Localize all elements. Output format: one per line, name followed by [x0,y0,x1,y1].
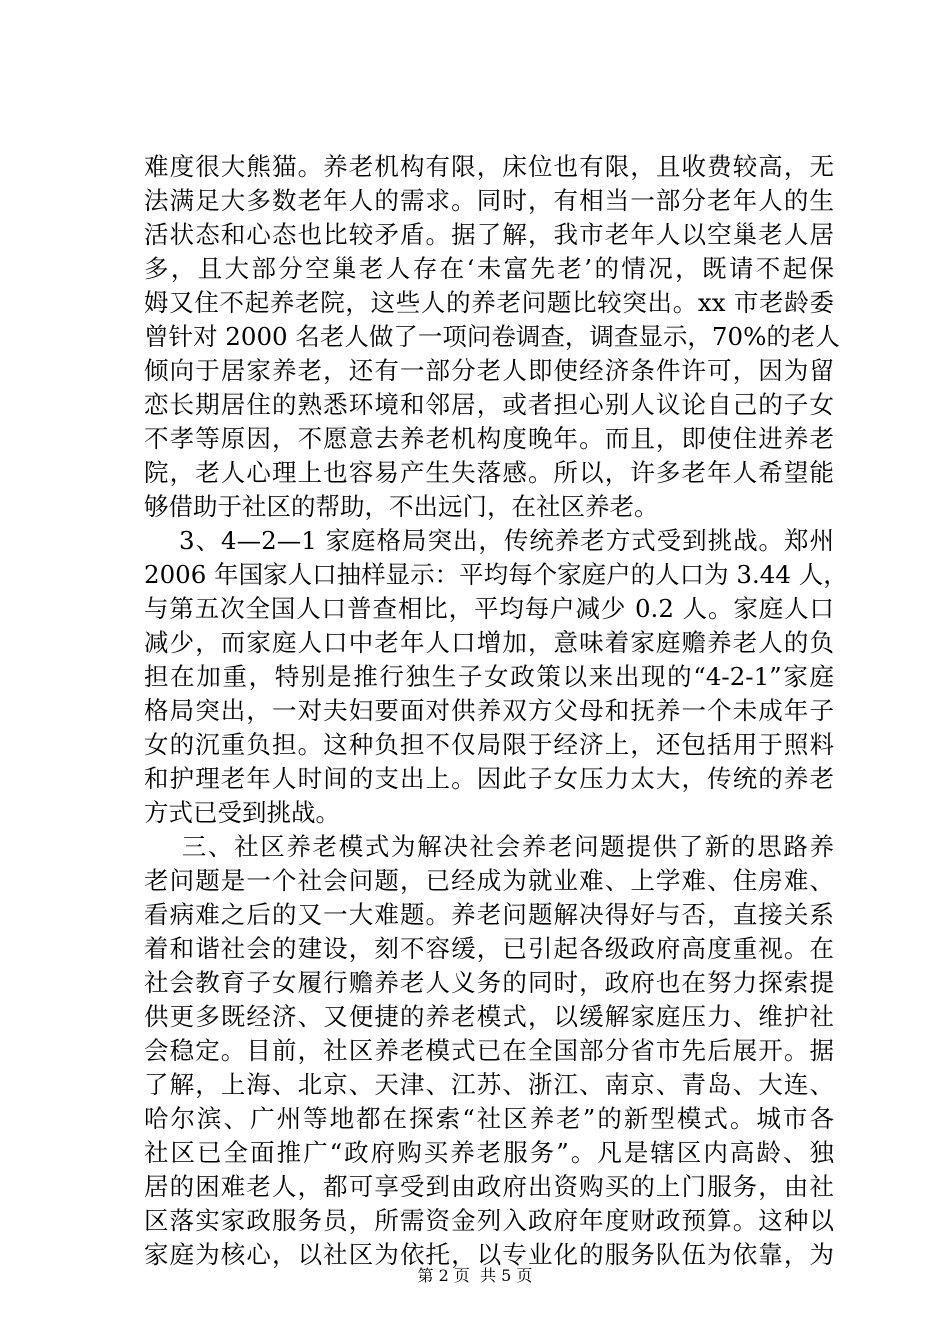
text-line: 着和谐社会的建设，刻不容缓，已引起各级政府高度重视。在 [144,934,834,963]
text-line: 减少，而家庭人口中老年人口增加，意味着家庭赡养老人的负 [144,628,834,657]
text-line: 多，且大部分空巢老人存在‘未富先老’的情况，既请不起保 [144,254,834,283]
text-line: 不孝等原因，不愿意去养老机构度晚年。而且，即使住进养老 [144,424,834,453]
text-line: 2006 年国家人口抽样显示：平均每个家庭户的人口为 3.44 人， [144,560,848,589]
text-line: 社区已全面推广“政府购买养老服务”。凡是辖区内高龄、独 [144,1138,834,1167]
text-line: 和护理老年人时间的支出上。因此子女压力太大，传统的养老 [144,764,834,793]
text-line: 区落实家政服务员，所需资金列入政府年度财政预算。这种以 [144,1206,834,1235]
text-line: 格局突出，一对夫妇要面对供养双方父母和抚养一个未成年子 [144,696,834,725]
text-line: 看病难之后的又一大难题。养老问题解决得好与否，直接关系 [144,900,834,929]
text-line: 担在加重，特别是推行独生子女政策以来出现的“4-2-1”家庭 [144,662,834,691]
text-line: 倾向于居家养老，还有一部分老人即使经济条件许可，因为留 [144,356,834,385]
text-line: 与第五次全国人口普查相比，平均每户减少 0.2 人。家庭人口 [144,594,834,623]
text-line: 三、社区养老模式为解决社会养老问题提供了新的思路养 [144,832,834,861]
text-line: 活状态和心态也比较矛盾。据了解，我市老年人以空巢老人居 [144,220,834,249]
text-line: 够借助于社区的帮助，不出远门，在社区养老。 [144,492,659,521]
text-line: 法满足大多数老年人的需求。同时，有相当一部分老年人的生 [144,186,834,215]
text-line: 供更多既经济、又便捷的养老模式，以缓解家庭压力、维护社 [144,1002,834,1031]
text-line: 了解，上海、北京、天津、江苏、浙江、南京、青岛、大连、 [144,1070,834,1099]
text-line: 老问题是一个社会问题，已经成为就业难、上学难、住房难、 [144,866,834,895]
text-line: 女的沉重负担。这种负担不仅局限于经济上，还包括用于照料 [144,730,834,759]
text-line: 居的困难老人，都可享受到由政府出资购买的上门服务，由社 [144,1172,834,1201]
text-line: 社会教育子女履行赡养老人义务的同时，政府也在努力探索提 [144,968,834,997]
text-line: 恋长期居住的熟悉环境和邻居，或者担心别人议论自己的子女 [144,390,834,419]
text-line: 难度很大熊猫。养老机构有限，床位也有限，且收费较高，无 [144,152,834,181]
text-line: 院，老人心理上也容易产生失落感。所以，许多老年人希望能 [144,458,834,487]
text-line: 姆又住不起养老院，这些人的养老问题比较突出。xx 市老龄委 [144,288,834,317]
text-line: 方式已受到挑战。 [144,798,340,827]
text-line: 会稳定。目前，社区养老模式已在全国部分省市先后展开。据 [144,1036,834,1065]
document-body [144,150,848,1272]
text-line: 家庭为核心，以社区为依托，以专业化的服务队伍为依靠，为 [144,1240,834,1269]
text-line: 3、4—2—1 家庭格局突出，传统养老方式受到挑战。郑州 [144,526,834,555]
text-line: 哈尔滨、广州等地都在探索“社区养老”的新型模式。城市各 [144,1104,834,1133]
text-line: 曾针对 2000 名老人做了一项问卷调查，调查显示，70%的老人 [144,322,840,351]
page-footer: 第 2 页 共 5 页 [417,1266,533,1285]
